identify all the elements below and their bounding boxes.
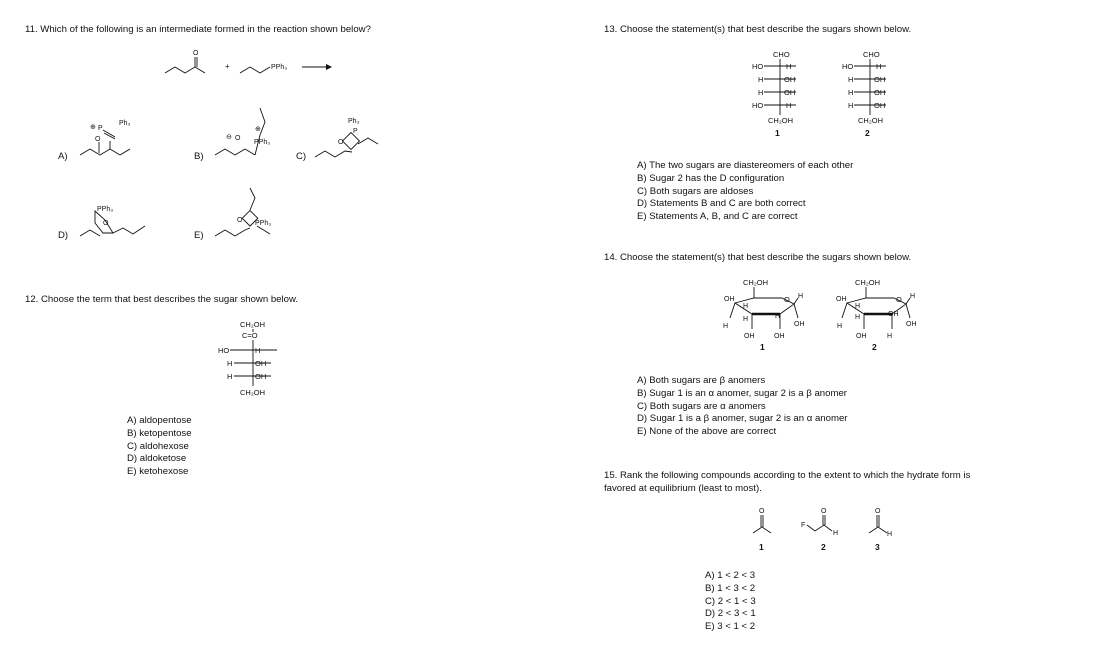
q11-option-c-label[interactable]: C) (296, 151, 307, 162)
q15-compounds (735, 505, 915, 555)
q14-question: 14. Choose the statement(s) that best describe the sugars shown below. (604, 252, 912, 263)
q11-option-b-structure (210, 100, 300, 162)
svg-text:OH: OH (906, 321, 917, 328)
q14-option-d[interactable]: D) Sugar 1 is a β anomer, sugar 2 is an α anomer (637, 413, 848, 425)
svg-text:H: H (887, 333, 893, 340)
svg-text:1: 1 (775, 128, 780, 138)
svg-text:1: 1 (759, 542, 764, 552)
q12-option-c[interactable]: C) aldohexose (127, 440, 189, 452)
svg-text:H: H (227, 359, 233, 368)
q11-option-a-structure (75, 115, 165, 163)
svg-text:OH: OH (744, 333, 755, 340)
q11-option-a-label[interactable]: A) (58, 151, 68, 162)
svg-text:OH: OH (784, 75, 796, 84)
q14-options (637, 375, 848, 439)
q12-option-a[interactable]: A) aldopentose (127, 415, 192, 426)
q12-question: 12. Choose the term that best describes the sugar shown below. (25, 294, 299, 305)
svg-text:H: H (855, 303, 861, 310)
svg-text:O: O (237, 217, 243, 224)
svg-text:H: H (723, 323, 729, 330)
svg-text:HO: HO (752, 101, 764, 110)
svg-text:H: H (227, 372, 233, 381)
q13-option-c[interactable]: C) Both sugars are aldoses (637, 185, 754, 197)
q13-option-e[interactable]: E) Statements A, B, and C are correct (637, 211, 798, 223)
svg-text:OH: OH (255, 359, 267, 368)
q12-fischer-projection (215, 318, 295, 400)
svg-text:P: P (98, 125, 103, 132)
svg-text:HO: HO (218, 346, 230, 355)
svg-text:H: H (798, 293, 804, 300)
svg-text:1: 1 (760, 342, 765, 352)
q15-question-line1: 15. Rank the following compounds according to the extent to which the hydrate form is (604, 470, 971, 481)
svg-text:OH: OH (255, 372, 267, 381)
q11-option-e-structure (210, 186, 300, 242)
svg-text:H: H (255, 346, 261, 355)
svg-text:OH: OH (724, 296, 735, 303)
q12-option-e[interactable]: E) ketohexose (127, 466, 189, 478)
q14-option-b[interactable]: B) Sugar 1 is an α anomer, sugar 2 is a β anomer (637, 387, 847, 399)
svg-text:PPh₃: PPh₃ (271, 64, 288, 71)
svg-text:H: H (910, 293, 916, 300)
svg-text:HO: HO (842, 62, 854, 71)
svg-text:Ph₃: Ph₃ (119, 120, 131, 127)
q11-option-c-structure (312, 112, 402, 164)
reaction-arrow-icon (326, 64, 332, 70)
q13-options (637, 160, 853, 224)
svg-text:H: H (833, 530, 839, 537)
q14-option-e[interactable]: E) None of the above are correct (637, 426, 777, 438)
q13-option-d[interactable]: D) Statements B and C are both correct (637, 198, 806, 210)
svg-text:O: O (103, 220, 109, 227)
svg-text:H: H (743, 316, 749, 323)
q14-haworth-sugar-2 (830, 276, 935, 358)
q13-option-a[interactable]: A) The two sugars are diastereomers of each other (637, 160, 854, 171)
svg-text:O: O (821, 508, 827, 515)
svg-text:H: H (786, 62, 792, 71)
svg-text:H: H (743, 303, 749, 310)
svg-text:O: O (759, 508, 765, 515)
svg-text:⊕: ⊕ (255, 126, 261, 133)
svg-text:O: O (338, 139, 344, 146)
svg-text:C=O: C=O (242, 331, 258, 340)
q15-option-c[interactable]: C) 2 < 1 < 3 (705, 595, 756, 607)
svg-text:CH₂OH: CH₂OH (240, 388, 265, 397)
svg-text:H: H (848, 101, 854, 110)
svg-text:OH: OH (774, 333, 785, 340)
svg-text:⊕: ⊕ (90, 124, 96, 131)
q11-option-b-label[interactable]: B) (194, 151, 204, 162)
svg-text:F: F (801, 522, 806, 529)
svg-text:O: O (95, 136, 101, 143)
svg-text:OH: OH (836, 296, 847, 303)
q15-option-e[interactable]: E) 3 < 1 < 2 (705, 621, 756, 633)
svg-text:H: H (837, 323, 843, 330)
svg-text:2: 2 (872, 342, 877, 352)
q14-option-c[interactable]: C) Both sugars are α anomers (637, 400, 766, 412)
q11-plus: + (225, 62, 230, 71)
svg-text:PPh₃: PPh₃ (97, 206, 114, 213)
svg-text:CH₂OH: CH₂OH (855, 278, 880, 287)
q15-options (705, 570, 756, 634)
q13-fischer-sugar-1 (748, 49, 823, 145)
q13-option-b[interactable]: B) Sugar 2 has the D configuration (637, 172, 785, 184)
svg-text:H: H (758, 88, 764, 97)
q11-option-e-label[interactable]: E) (194, 230, 204, 241)
svg-text:OH: OH (874, 101, 886, 110)
svg-text:H: H (855, 314, 861, 321)
svg-text:H: H (848, 75, 854, 84)
svg-text:O: O (896, 295, 902, 304)
svg-text:H: H (775, 313, 781, 320)
q12-options (127, 415, 192, 479)
q11-option-d-label[interactable]: D) (58, 230, 69, 241)
svg-text:PPh₃: PPh₃ (255, 220, 272, 227)
q13-question: 13. Choose the statement(s) that best describe the sugars shown below. (604, 24, 912, 35)
q11-reaction-scheme (150, 45, 340, 80)
svg-text:H: H (887, 531, 893, 538)
svg-text:CHO: CHO (863, 50, 880, 59)
svg-text:H: H (848, 88, 854, 97)
q13-fischer-sugar-2 (838, 49, 913, 145)
q12-option-b[interactable]: B) ketopentose (127, 427, 192, 439)
svg-text:O: O (235, 135, 241, 142)
svg-text:Ph₃: Ph₃ (348, 118, 360, 125)
svg-text:O: O (875, 508, 881, 515)
q14-option-a[interactable]: A) Both sugars are β anomers (637, 375, 766, 386)
svg-text:P: P (353, 128, 358, 135)
svg-text:OH: OH (888, 311, 899, 318)
q14-haworth-sugar-1 (718, 276, 823, 358)
svg-text:OH: OH (874, 88, 886, 97)
svg-text:O: O (784, 295, 790, 304)
svg-text:CH₂OH: CH₂OH (743, 278, 768, 287)
svg-text:OH: OH (874, 75, 886, 84)
svg-text:H: H (786, 101, 792, 110)
svg-text:OH: OH (856, 333, 867, 340)
svg-text:H: H (758, 75, 764, 84)
q15-option-b[interactable]: B) 1 < 3 < 2 (705, 582, 756, 594)
svg-text:O: O (193, 50, 199, 57)
svg-text:HO: HO (752, 62, 764, 71)
svg-text:CHO: CHO (773, 50, 790, 59)
svg-text:CH₂OH: CH₂OH (858, 116, 883, 125)
svg-text:3: 3 (875, 542, 880, 552)
svg-text:H: H (876, 62, 882, 71)
svg-text:⊖: ⊖ (226, 134, 232, 141)
svg-text:2: 2 (821, 542, 826, 552)
svg-text:OH: OH (794, 321, 805, 328)
svg-text:PPh₃: PPh₃ (254, 139, 271, 146)
q11-question: 11. Which of the following is an intermediate formed in the reaction shown below? (25, 24, 371, 35)
svg-text:CH₂OH: CH₂OH (240, 320, 265, 329)
svg-text:OH: OH (784, 88, 796, 97)
svg-text:2: 2 (865, 128, 870, 138)
q12-option-d[interactable]: D) aldoketose (127, 453, 187, 465)
q15-option-a[interactable]: A) 1 < 2 < 3 (705, 570, 756, 581)
q15-option-d[interactable]: D) 2 < 3 < 1 (705, 608, 756, 620)
svg-text:CH₂OH: CH₂OH (768, 116, 793, 125)
q11-option-d-structure (75, 198, 165, 242)
q15-question-line2: favored at equilibrium (least to most). (604, 483, 762, 494)
